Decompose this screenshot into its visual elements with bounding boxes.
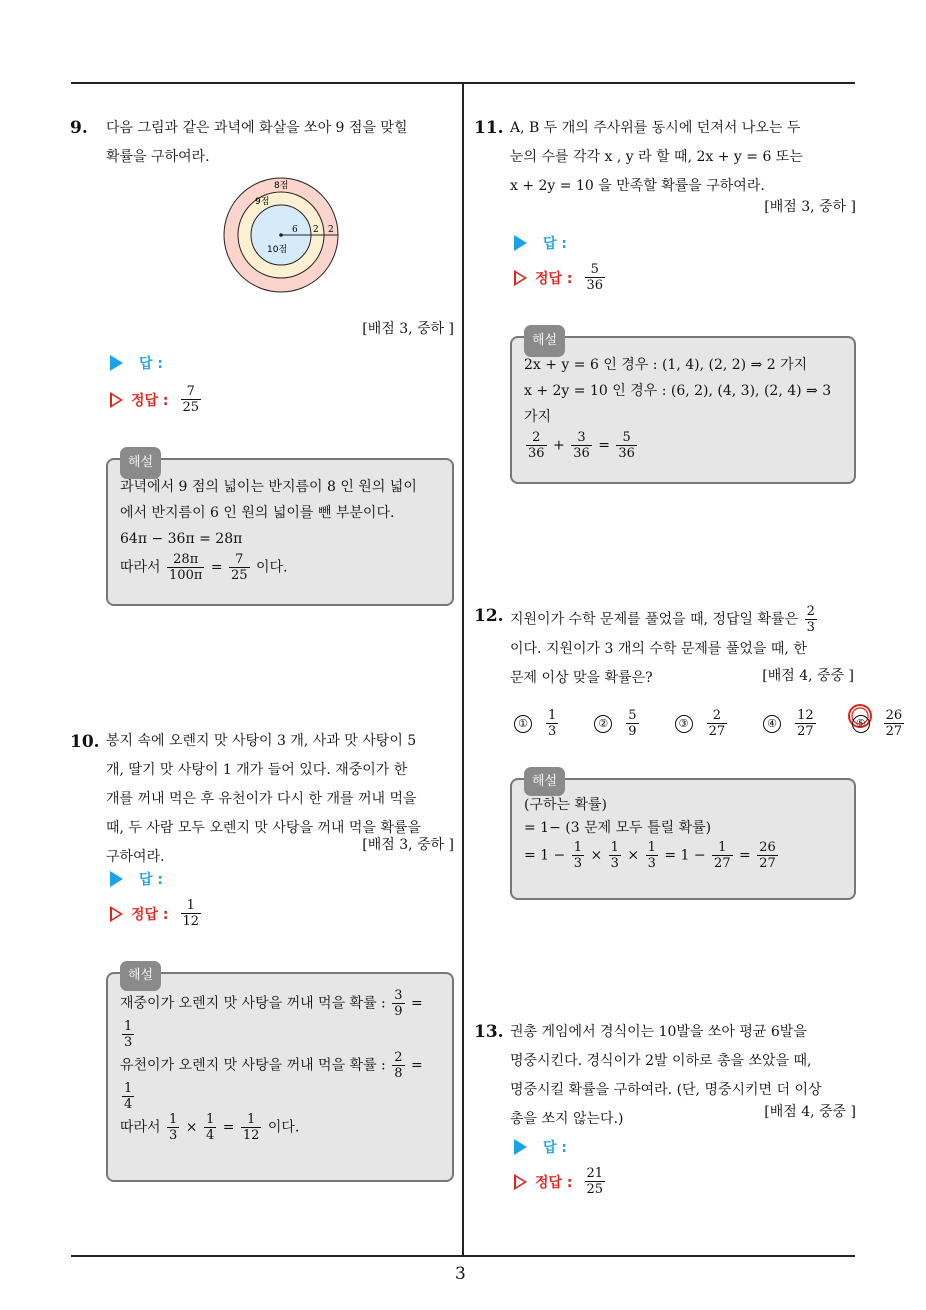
exp-line: 따라서 $\frac{28\pi}{100\pi}$ = $\frac{7}{25}$ 이다. bbox=[120, 552, 288, 583]
correct-label: 정답 : bbox=[535, 1174, 573, 1191]
correct-label: 정답 : bbox=[535, 270, 573, 287]
q13-answer-row bbox=[514, 1137, 567, 1157]
exp-line: 재중이가 오렌지 맛 사탕을 꺼내 먹을 확률 : $\frac{3}{9}$ = bbox=[120, 988, 423, 1019]
exp-line: $\frac{2}{36}$ + $\frac{3}{36}$ = $\frac{5}{36}$ bbox=[528, 430, 635, 461]
q11-text-line: A, B 두 개의 주사위를 동시에 던져서 나오는 두 bbox=[510, 120, 801, 136]
q12-number: 12. bbox=[474, 606, 504, 626]
answer-label: 답 : bbox=[139, 872, 163, 888]
q11-text-line: x + 2y = 10 을 만족할 확률을 구하여라. bbox=[510, 178, 765, 194]
q9-answer-row bbox=[110, 353, 163, 373]
label-8: 8점 bbox=[274, 181, 289, 191]
q9-text bbox=[106, 114, 407, 172]
answer-label: 답 : bbox=[543, 236, 567, 252]
explanation-tag: 해설 bbox=[120, 447, 161, 479]
explanation-tag: 해설 bbox=[524, 767, 565, 796]
q9-explanation bbox=[106, 455, 454, 606]
label-r2a: 2 bbox=[313, 225, 319, 235]
play-icon bbox=[110, 355, 123, 371]
exp-line: 유천이가 오렌지 맛 사탕을 꺼내 먹을 확률 : $\frac{2}{8}$ = bbox=[120, 1050, 423, 1081]
q10-number: 10. bbox=[70, 732, 100, 752]
choice-2[interactable]: ② $\frac{5}{9}$ bbox=[594, 708, 640, 739]
q11-answer-row bbox=[514, 233, 567, 253]
q12-text-line: 지원이가 수학 문제를 풀었을 때, 정답일 확률은 $\frac{2}{3}$ bbox=[510, 604, 815, 635]
q9-correct-row bbox=[110, 384, 203, 415]
explanation-tag: 해설 bbox=[120, 961, 161, 991]
exp-line: = 1 − $\frac{1}{3}$ × $\frac{1}{3}$ × $\frac{1}{3}$ = 1 − $\frac{1}{27}$ = $\frac{26}{27}$ bbox=[524, 840, 776, 871]
exp-line: = 1− (3 문제 모두 틀릴 확률) bbox=[524, 820, 712, 836]
answer-label: 답 : bbox=[139, 356, 163, 372]
center-divider bbox=[462, 84, 464, 1256]
choice-4[interactable]: ④ $\frac{12}{27}$ bbox=[763, 708, 818, 739]
choice-5[interactable]: ⑤ $\frac{26}{27}$ bbox=[852, 708, 907, 739]
explanation-tag: 해설 bbox=[524, 325, 565, 357]
q11-number: 11. bbox=[474, 118, 504, 138]
q11-correct-fraction: $\frac{5}{36}$ bbox=[586, 262, 604, 293]
q12-text-line: 이다. 지원이가 3 개의 수학 문제를 풀었을 때, 한 bbox=[510, 641, 807, 657]
q10-answer-row bbox=[110, 869, 163, 889]
q13-correct-fraction: $\frac{21}{25}$ bbox=[586, 1166, 604, 1197]
choice-1[interactable]: ① $\frac{1}{3}$ bbox=[514, 708, 560, 739]
label-r2b: 2 bbox=[328, 225, 334, 235]
outline-play-icon bbox=[110, 906, 123, 922]
label-9: 9점 bbox=[255, 197, 270, 207]
q10-correct-row bbox=[110, 898, 203, 929]
q13-number: 13. bbox=[474, 1022, 504, 1042]
play-icon bbox=[110, 871, 123, 887]
correct-label: 정답 : bbox=[131, 392, 169, 409]
exp-line: x + 2y = 10 인 경우 : (6, 2), (4, 3), (2, 4) ⇒ 3 bbox=[524, 383, 832, 399]
q9-number: 9. bbox=[70, 118, 88, 138]
bottom-rule bbox=[71, 1255, 855, 1257]
q10-text-line: 봉지 속에 오렌지 맛 사탕이 3 개, 사과 맛 사탕이 5 bbox=[106, 733, 417, 749]
q10-correct-fraction: $\frac{1}{12}$ bbox=[182, 898, 200, 929]
exp-line: 가지 bbox=[524, 409, 552, 425]
correct-label: 정답 : bbox=[131, 906, 169, 923]
outline-play-icon bbox=[514, 1174, 527, 1190]
q11-correct-row bbox=[514, 262, 607, 293]
q11-meta: [배점 3, 중하 ] bbox=[764, 199, 856, 215]
exp-line: 64π − 36π = 28π bbox=[120, 531, 243, 547]
q10-meta: [배점 3, 중하 ] bbox=[362, 837, 454, 853]
choice-3[interactable]: ③ $\frac{2}{27}$ bbox=[675, 708, 730, 739]
outline-play-icon bbox=[110, 392, 123, 408]
page-number: 3 bbox=[455, 1264, 466, 1284]
q12-text-line: 문제 이상 맞을 확률은? bbox=[510, 670, 653, 686]
q9-meta: [배점 3, 중하 ] bbox=[362, 321, 454, 337]
exp-line: 과녁에서 9 점의 넓이는 반지름이 8 인 원의 넓이 bbox=[120, 479, 417, 495]
q10-text-line: 개, 딸기 맛 사탕이 1 개가 들어 있다. 재중이가 한 bbox=[106, 762, 408, 778]
q10-explanation bbox=[106, 968, 454, 1182]
target-diagram bbox=[222, 176, 340, 294]
q9-correct-fraction: $\frac{7}{25}$ bbox=[182, 384, 200, 415]
q12-choices bbox=[514, 708, 906, 739]
q11-text bbox=[510, 114, 803, 201]
play-icon bbox=[514, 1139, 527, 1155]
q9-text-line: 확률을 구하여라. bbox=[106, 149, 210, 165]
q11-text-line: 눈의 수를 각각 x , y 라 할 때, 2x + y = 6 또는 bbox=[510, 149, 803, 165]
q13-text-line: 명중시킬 확률을 구하여라. (단, 명중시키면 더 이상 bbox=[510, 1082, 822, 1098]
exp-line: (구하는 확률) bbox=[524, 797, 607, 813]
exp-line: 에서 반지름이 6 인 원의 넓이를 뺀 부분이다. bbox=[120, 505, 395, 521]
label-r6: 6 bbox=[292, 225, 298, 235]
exp-line: 따라서 $\frac{1}{3}$ × $\frac{1}{4}$ = $\frac{1}{12}$ 이다. bbox=[120, 1112, 300, 1143]
play-icon bbox=[514, 235, 527, 251]
outline-play-icon bbox=[514, 270, 527, 286]
answer-label: 답 : bbox=[543, 1140, 567, 1156]
q13-text-line: 권총 게임에서 경식이는 10발을 쏘아 평균 6발을 bbox=[510, 1024, 807, 1040]
exp-line: $\frac{1}{3}$ bbox=[124, 1019, 133, 1050]
q12-meta: [배점 4, 중중 ] bbox=[762, 668, 854, 684]
q10-text-line: 개를 꺼내 먹은 후 유천이가 다시 한 개를 꺼내 먹을 bbox=[106, 791, 417, 807]
q12-explanation bbox=[510, 774, 856, 900]
q10-text-line: 구하여라. bbox=[106, 849, 165, 865]
label-10: 10점 bbox=[267, 245, 288, 255]
q13-text-line: 총을 쏘지 않는다.) bbox=[510, 1111, 624, 1127]
q10-text-line: 때, 두 사람 모두 오렌지 맛 사탕을 꺼내 먹을 확률을 bbox=[106, 820, 421, 836]
exp-line: $\frac{1}{4}$ bbox=[124, 1081, 133, 1112]
q9-text-line: 다음 그림과 같은 과녁에 화살을 쏘아 9 점을 맞힐 bbox=[106, 120, 408, 136]
q13-meta: [배점 4, 중중 ] bbox=[764, 1104, 856, 1120]
q13-text-line: 명중시킨다. 경식이가 2발 이하로 총을 쏘았을 때, bbox=[510, 1053, 812, 1069]
q11-explanation bbox=[510, 333, 856, 484]
exp-line: 2x + y = 6 인 경우 : (1, 4), (2, 2) ⇒ 2 가지 bbox=[524, 357, 808, 373]
q13-correct-row bbox=[514, 1166, 607, 1197]
